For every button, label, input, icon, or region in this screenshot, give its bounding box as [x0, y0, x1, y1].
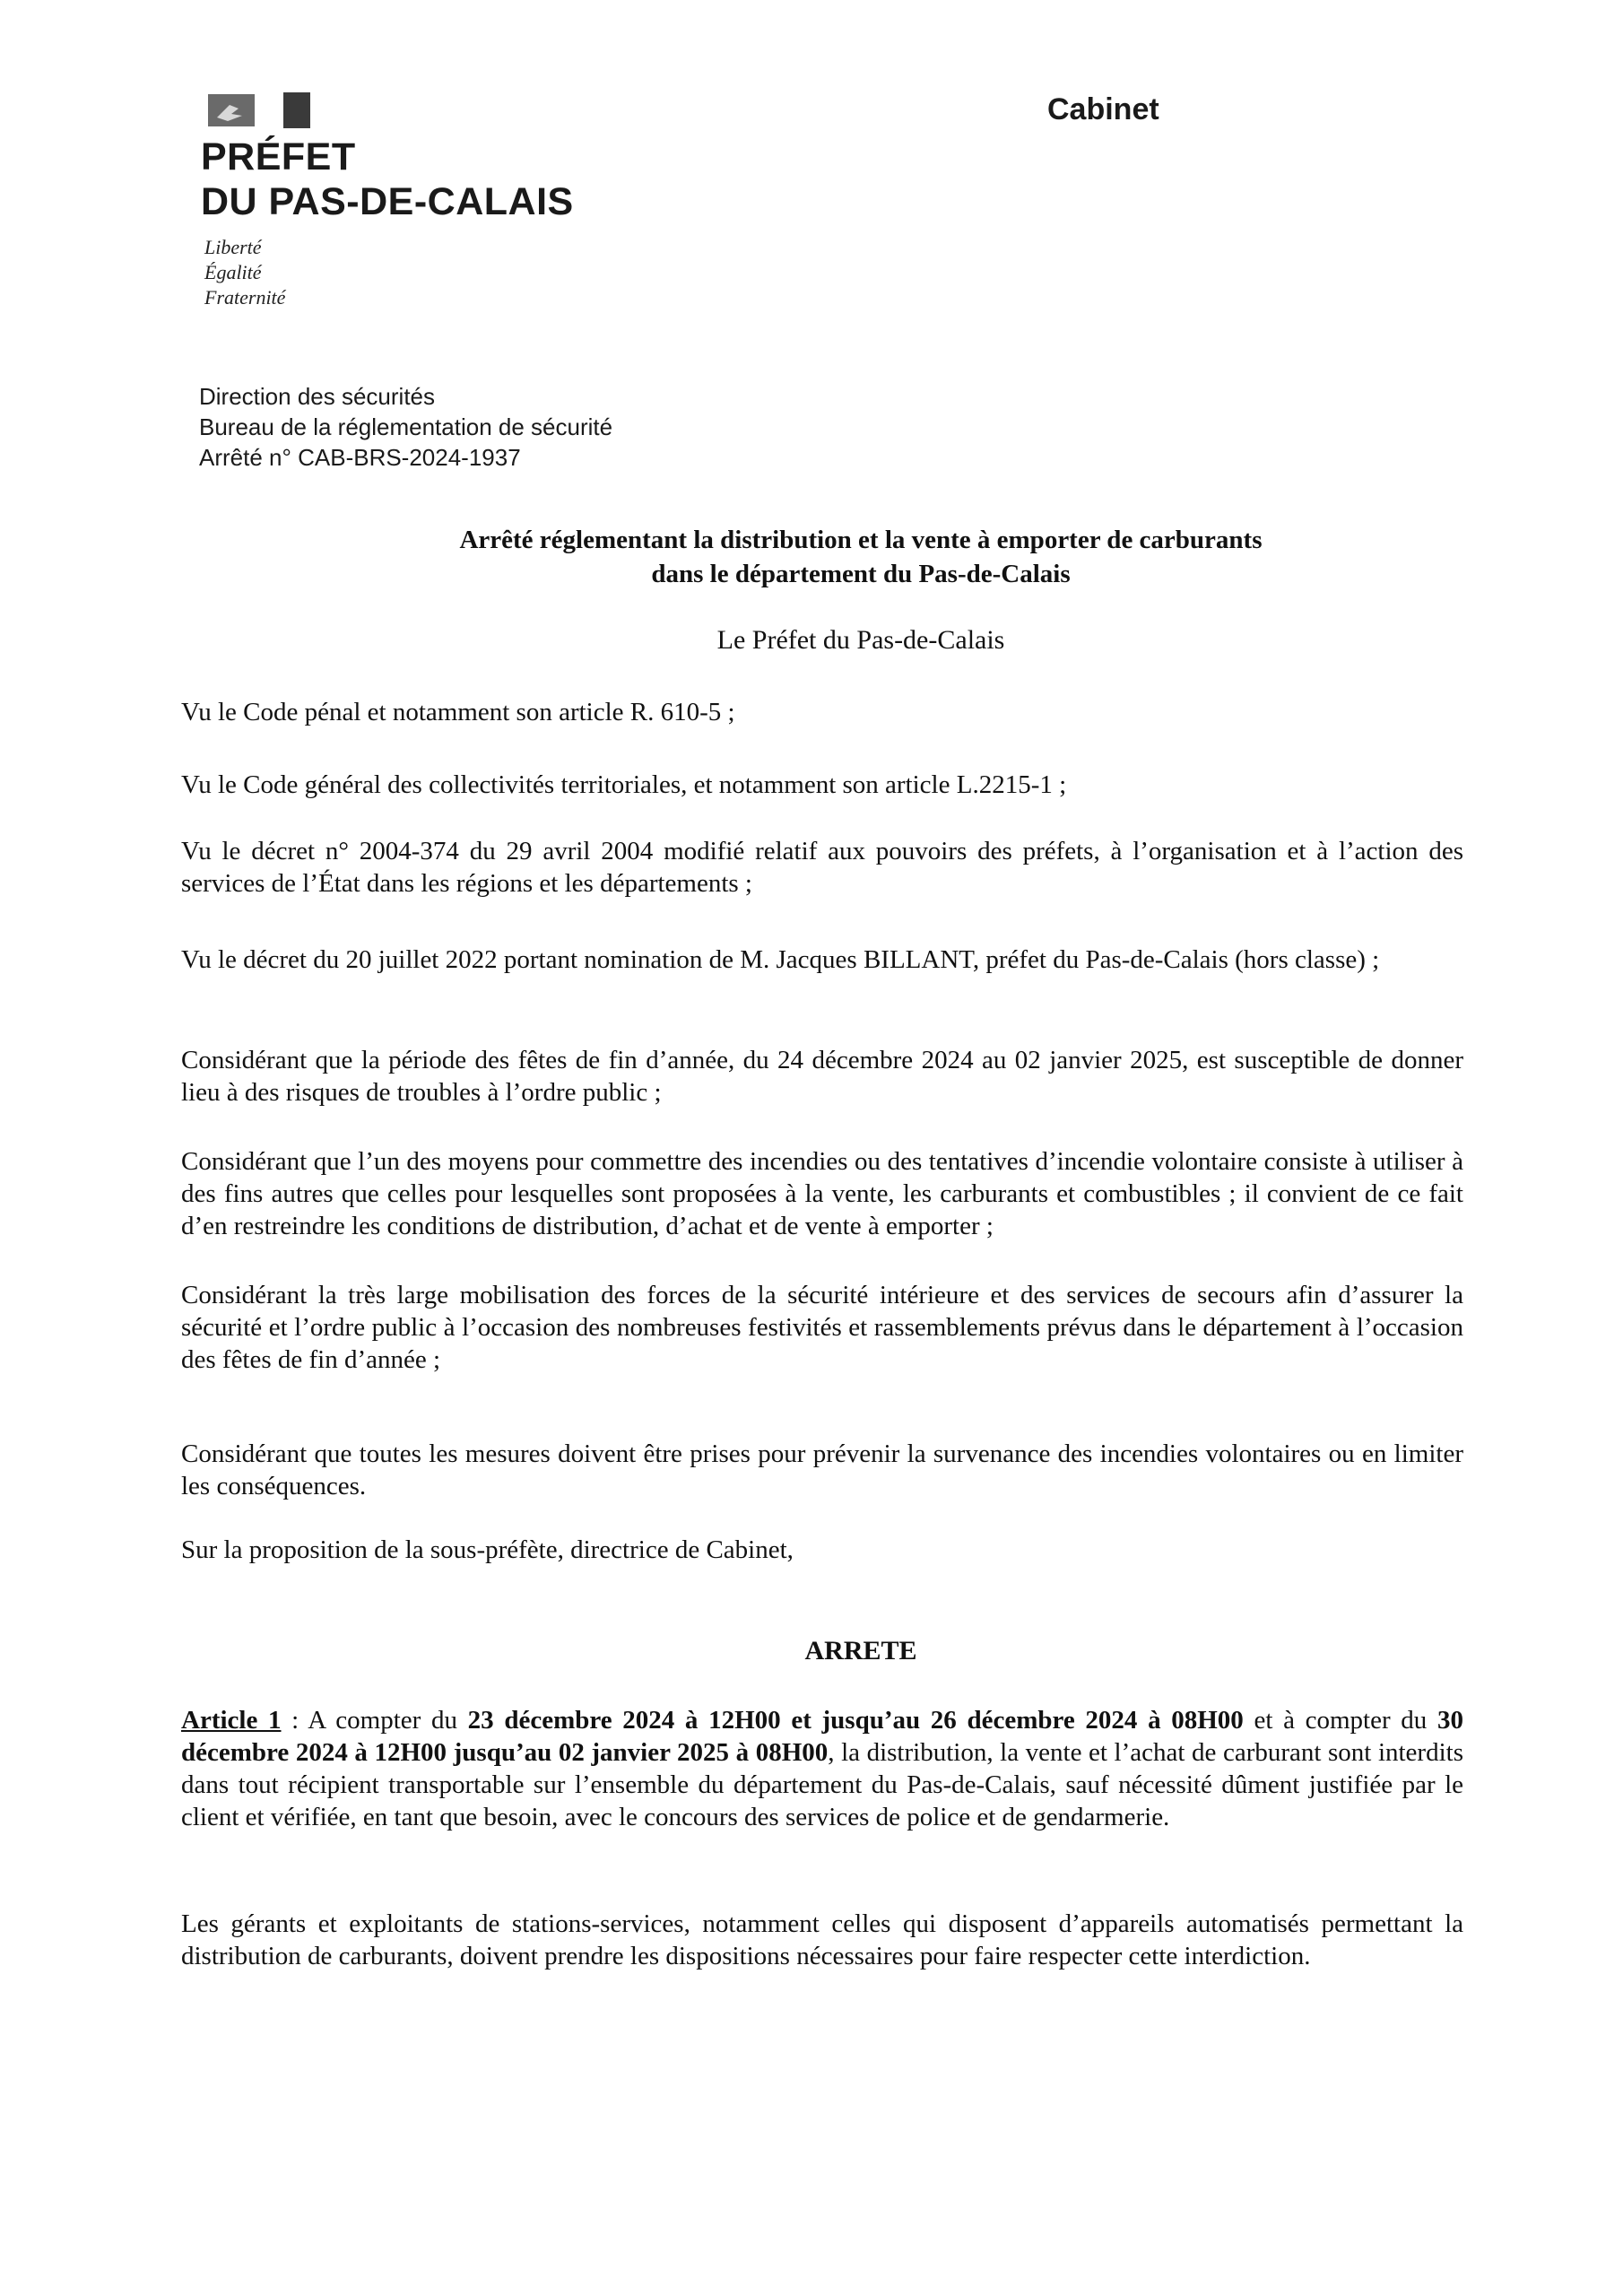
- service-direction: Direction des sécurités: [199, 383, 435, 410]
- article-1-paragraph: [181, 1704, 1463, 1833]
- document-title: [269, 523, 1453, 591]
- article-1-text-2: et à compter du: [1243, 1706, 1437, 1735]
- motto-fraternite: Fraternité: [204, 286, 286, 309]
- visa-paragraph-1: Vu le Code pénal et notamment son article R. 610-5 ;: [181, 698, 735, 726]
- article-1-text-1: A compter du: [308, 1706, 468, 1735]
- title-line-1: Arrêté réglementant la distribution et la vente à emporter de carburants: [459, 526, 1263, 554]
- considerant-paragraph-2: Considérant que l’un des moyens pour commettre des incendies ou des tentatives d’incendie volontaire consiste à utiliser à des fins autres que celles pour lesquelles sont proposées à la vente, les carburants et combustibles ; il convient de ce fait d’en restreindre les conditions de distribution, d’achat et de vente à emporter ;: [181, 1147, 1463, 1240]
- prefecture-line-1: PRÉFET: [201, 135, 356, 178]
- authority-line: Le Préfet du Pas-de-Calais: [716, 625, 1005, 655]
- considerant-paragraph-4: Considérant que toutes les mesures doivent être prises pour prévenir la survenance des incendies volontaires ou en limiter les conséquences.: [181, 1439, 1463, 1500]
- motto-egalite: Égalité: [204, 261, 262, 283]
- visa-paragraph-4: Vu le décret du 20 juillet 2022 portant nomination de M. Jacques BILLANT, préfet du Pas-de-Calais (hors classe) ;: [181, 945, 1380, 974]
- article-1-label: Article 1: [181, 1706, 282, 1735]
- arrete-number: Arrêté n° CAB-BRS-2024-1937: [199, 444, 521, 471]
- article-1-separator: :: [281, 1706, 308, 1735]
- republic-motto: [204, 235, 285, 310]
- article-1-period-2: 30 décembre 2024 à 12H00 jusqu’au 02 janvier 2025 à 08H00: [181, 1706, 1463, 1767]
- article-1-period-1: 23 décembre 2024 à 12H00 et jusqu’au 26 décembre 2024 à 08H00: [467, 1706, 1244, 1735]
- considerant-paragraph-3: Considérant la très large mobilisation des forces de la sécurité intérieure et des services de secours afin d’assurer la sécurité et l’ordre public à l’occasion des nombreuses festivités et rassemblements prévus dans le département à l’occasion des fêtes de fin d’année ;: [181, 1281, 1463, 1374]
- prefecture-line-2: DU PAS-DE-CALAIS: [201, 180, 574, 223]
- service-block: [199, 381, 612, 473]
- prefecture-name: [201, 135, 574, 224]
- cabinet-label: Cabinet: [1047, 92, 1159, 126]
- article-1-text-3: , la distribution, la vente et l’achat de carburant sont interdits dans tout récipient transportable sur l’ensemble du département du Pas-de-Calais, sauf nécessité dûment justifiée par le client et vérifiée, en tant que besoin, avec le concours des services de police et de gendarmerie.: [181, 1738, 1463, 1831]
- considerant-paragraph-1: Considérant que la période des fêtes de fin d’année, du 24 décembre 2024 au 02 janvier 2025, est susceptible de donner lieu à des risques de troubles à l’ordre public ;: [181, 1046, 1463, 1107]
- motto-liberte: Liberté: [204, 236, 262, 258]
- visa-paragraph-3: Vu le décret n° 2004-374 du 29 avril 2004 modifié relatif aux pouvoirs des préfets, à l’organisation et à l’action des services de l’État dans les régions et les départements ;: [181, 837, 1463, 898]
- service-bureau: Bureau de la réglementation de sécurité: [199, 413, 613, 440]
- marianne-logo: [208, 92, 312, 128]
- article-1-paragraph-2: Les gérants et exploitants de stations-services, notamment celles qui disposent d’appareils automatisés permettant la distribution de carburants, doivent prendre les dispositions nécessaires pour faire respecter cette interdiction.: [181, 1909, 1463, 1970]
- arrete-heading: ARRETE: [804, 1636, 917, 1665]
- visa-paragraph-2: Vu le Code général des collectivités territoriales, et notamment son article L.2215-1 ;: [181, 770, 1067, 799]
- title-line-2: dans le département du Pas-de-Calais: [651, 560, 1071, 588]
- proposition-line: Sur la proposition de la sous-préfète, directrice de Cabinet,: [181, 1535, 794, 1564]
